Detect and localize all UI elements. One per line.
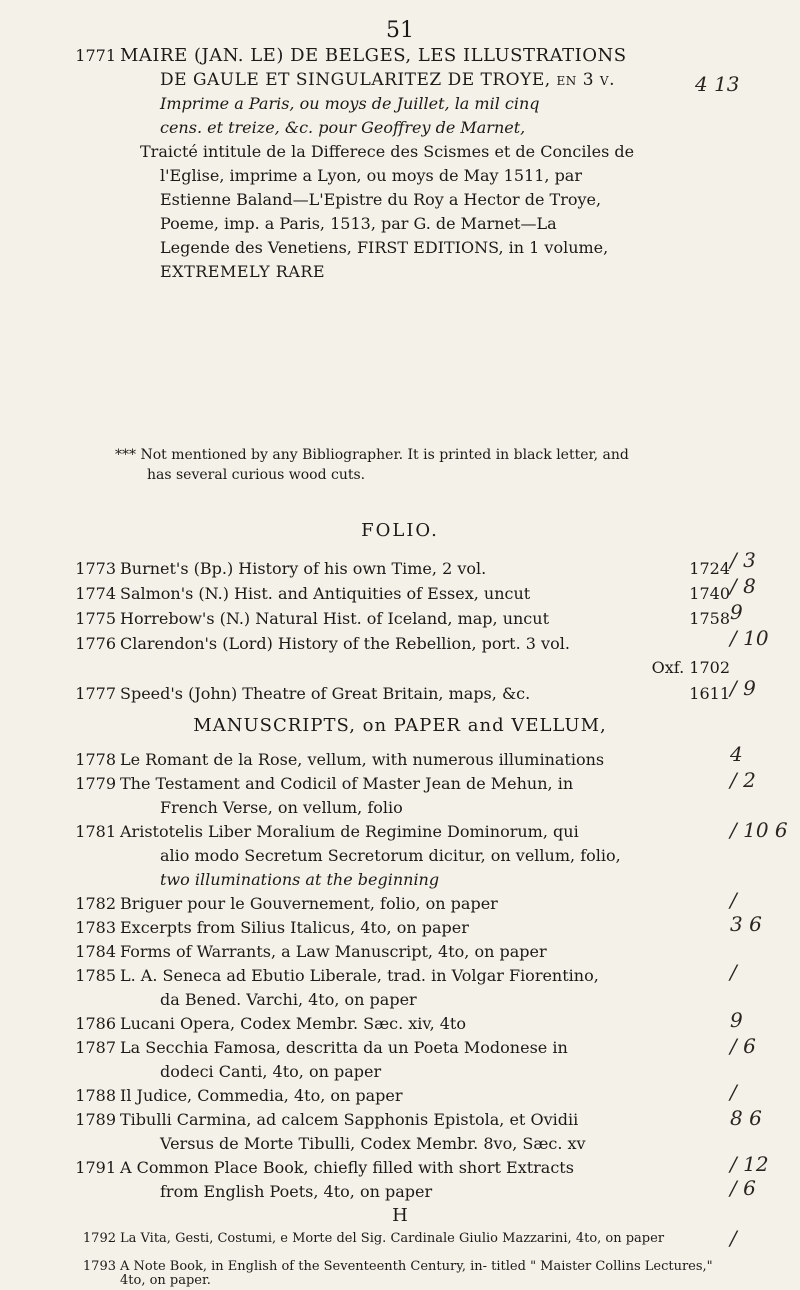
entry-line: Excerpts from Silius Italicus, 4to, on paper — [120, 918, 469, 937]
handwritten-price: / — [730, 1226, 737, 1250]
entry-line: MAIRE (JAN. LE) DE BELGES, LES ILLUSTRATIONS — [120, 45, 627, 66]
entry-line: Estienne Baland—L'Epistre du Roy a Hector de Troye, — [160, 190, 602, 209]
lot-number: 1791 — [75, 1158, 116, 1177]
handwritten-price: / 6 — [730, 1034, 756, 1058]
entry-line: The Testament and Codicil of Master Jean de Mehun, in — [120, 774, 574, 793]
lot-number: 1781 — [75, 822, 116, 841]
lot-number: 1789 — [75, 1110, 116, 1129]
entry-line: Tibulli Carmina, ad calcem Sapphonis Epistola, et Ovidii — [120, 1110, 579, 1129]
handwritten-price: 9 — [730, 1008, 743, 1032]
entry-line: La Vita, Gesti, Costumi, e Morte del Sig. Cardinale Giulio — [120, 1231, 498, 1246]
lot-number: 1788 — [75, 1086, 116, 1105]
entry-line: Poeme, imp. a Paris, 1513, par G. de Marnet—La — [160, 214, 557, 233]
entry-1771 — [75, 44, 720, 284]
entry-1781 — [75, 820, 720, 892]
lot-number: 1774 — [75, 584, 116, 603]
lot-number: 1784 — [75, 942, 116, 961]
handwritten-price: / — [730, 960, 737, 984]
lot-number: 1778 — [75, 750, 116, 769]
lot-number: 1773 — [75, 559, 116, 578]
entry-1776 — [75, 632, 730, 680]
handwritten-price: / 6 — [730, 1176, 756, 1200]
entry-1779 — [75, 772, 720, 820]
handwritten-price: 3 6 — [730, 912, 762, 936]
entry-line: A Common Place Book, chiefly filled with short Extracts — [120, 1158, 574, 1177]
entry-date: Oxf. 1702 — [651, 658, 730, 677]
signature-mark: H — [392, 1205, 408, 1226]
entry-text: Salmon's (N.) Hist. and Antiquities of Essex, uncut — [120, 584, 531, 603]
entry-1782 — [75, 892, 720, 916]
entry-line: Traicté intitule de la Differece des Scismes et de Conciles de — [140, 142, 635, 161]
entry-1778 — [75, 748, 720, 772]
handwritten-price: / 10 6 — [730, 818, 788, 842]
lot-number: 1779 — [75, 774, 116, 793]
entry-line: French Verse, on vellum, folio — [160, 798, 403, 817]
entry-1787 — [75, 1036, 720, 1084]
entry-1784 — [75, 940, 720, 964]
entry-line: La Secchia Famosa, descritta da un Poeta Modonese in — [120, 1038, 568, 1057]
entry-line: EXTREMELY RARE — [160, 262, 326, 281]
handwritten-price: 4 — [730, 742, 743, 766]
handwritten-price: / 2 — [730, 768, 756, 792]
entry-line: Forms of Warrants, a Law Manuscript, 4to, on paper — [120, 942, 547, 961]
entry-line: Versus de Morte Tibulli, Codex Membr. 8vo, Sæc. xv — [160, 1134, 586, 1153]
entry-line: L. A. Seneca ad Ebutio Liberale, trad. in Volgar Fiorentino, — [120, 966, 599, 985]
entry-line: titled " Maister Collins Lectures," 4to, on paper. — [120, 1259, 713, 1288]
entry-date: 1740 — [689, 584, 730, 603]
entry-line: DE GAULE ET SINGULARITEZ DE TROYE, en 3 v. — [160, 70, 615, 90]
section-heading-manuscripts: MANUSCRIPTS, on PAPER and VELLUM, — [193, 715, 607, 736]
entry-1789 — [75, 1108, 720, 1156]
handwritten-price: / 8 — [730, 574, 756, 598]
entry-line: Aristotelis Liber Moralium de Regimine Dominorum, qui — [120, 822, 579, 841]
lot-number: 1786 — [75, 1014, 116, 1033]
lot-number: 1771 — [75, 46, 116, 65]
entry-line: dodeci Canti, 4to, on paper — [160, 1062, 382, 1081]
entry-text: Clarendon's (Lord) History of the Rebellion, port. 3 vol. — [120, 634, 570, 653]
handwritten-price: 8 6 — [730, 1106, 762, 1130]
entry-line: Legende des Venetiens, FIRST EDITIONS, in 1 volume, — [160, 238, 609, 257]
lot-number: 1787 — [75, 1038, 116, 1057]
handwritten-price: / — [730, 888, 737, 912]
entry-line: Le Romant de la Rose, vellum, with numerous illuminations — [120, 750, 605, 769]
entry-line: from English Poets, 4to, on paper — [160, 1182, 433, 1201]
entry-1777 — [75, 682, 730, 706]
entry-1788 — [75, 1084, 720, 1108]
entry-date: 1611 — [689, 684, 730, 703]
entry-1785 — [75, 964, 720, 1012]
bibliographic-note — [115, 445, 715, 485]
lot-number: 1775 — [75, 609, 116, 628]
entry-1775 — [75, 607, 730, 631]
entry-1791 — [75, 1156, 720, 1204]
entry-text: Speed's (John) Theatre of Great Britain, maps, &c. — [120, 684, 531, 703]
entry-1783 — [75, 916, 720, 940]
lot-number: 1783 — [75, 918, 116, 937]
entry-1793 — [82, 1259, 720, 1288]
entry-line: two illuminations at the beginning — [160, 870, 440, 889]
entry-1774 — [75, 582, 730, 606]
entry-line: l'Eglise, imprime a Lyon, ou moys de May 1511, par — [160, 166, 582, 185]
entry-text: Horrebow's (N.) Natural Hist. of Iceland, map, uncut — [120, 609, 549, 628]
entry-line: cens. et treize, &c. pour Geoffrey de Marnet, — [160, 118, 526, 137]
section-heading-folio: FOLIO. — [361, 520, 439, 541]
entry-1792 — [82, 1231, 720, 1246]
note-line: *** Not mentioned by any Bibliographer. It is printed in black letter, and — [115, 447, 629, 463]
entry-1773 — [75, 557, 730, 581]
entry-line: Il Judice, Commedia, 4to, on paper — [120, 1086, 403, 1105]
entry-line: alio modo Secretum Secretorum dicitur, on vellum, folio, — [160, 846, 621, 865]
lot-number: 1776 — [75, 634, 116, 653]
handwritten-price: / 10 — [730, 626, 769, 650]
lot-number: 1785 — [75, 966, 116, 985]
handwritten-price: / 3 — [730, 548, 756, 572]
entry-line: Lucani Opera, Codex Membr. Sæc. xiv, 4to — [120, 1014, 466, 1033]
entry-line: Mazzarini, 4to, on paper — [502, 1231, 665, 1246]
handwritten-price: 4 13 — [695, 72, 740, 96]
handwritten-price: / 9 — [730, 676, 756, 700]
lot-number: 1777 — [75, 684, 116, 703]
note-line: has several curious wood cuts. — [147, 467, 366, 483]
entry-1786 — [75, 1012, 720, 1036]
lot-number: 1792 — [82, 1231, 116, 1246]
entry-text: Burnet's (Bp.) History of his own Time, 2 vol. — [120, 559, 487, 578]
entry-date: 1724 — [689, 559, 730, 578]
entry-line: A Note Book, in English of the Seventeenth Century, in- — [120, 1259, 488, 1274]
page-number: 51 — [386, 18, 414, 43]
entry-line: Briguer pour le Gouvernement, folio, on paper — [120, 894, 498, 913]
lot-number: 1793 — [82, 1259, 116, 1274]
entry-date: 1758 — [689, 609, 730, 628]
handwritten-price: / — [730, 1080, 737, 1104]
entry-line: da Bened. Varchi, 4to, on paper — [160, 990, 417, 1009]
handwritten-price: / 12 — [730, 1152, 769, 1176]
entry-line: Imprime a Paris, ou moys de Juillet, la mil cinq — [160, 94, 540, 113]
handwritten-price: 9 — [730, 600, 743, 624]
lot-number: 1782 — [75, 894, 116, 913]
